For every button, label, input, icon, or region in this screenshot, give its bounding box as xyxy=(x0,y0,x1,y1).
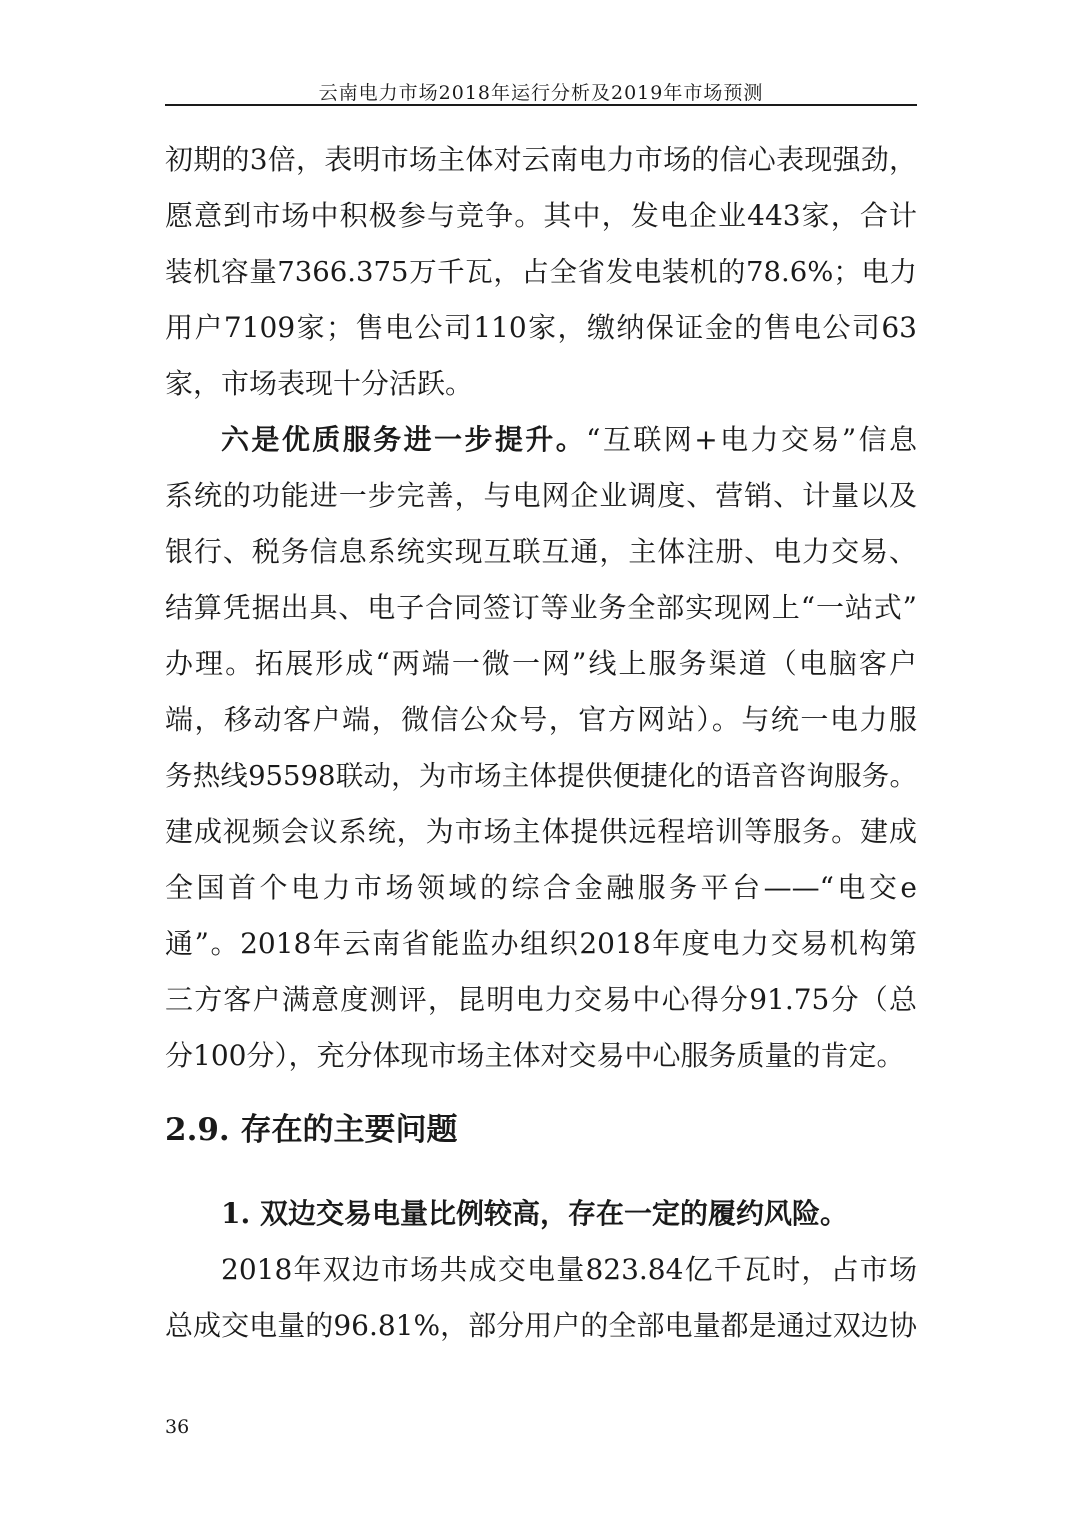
paragraph-1-line-1: 初期的3倍，表明市场主体对云南电力市场的信心表现强劲， xyxy=(165,143,917,176)
paragraph-2-line-7: 务热线95598联动，为市场主体提供便捷化的语音咨询服务。 xyxy=(165,760,917,792)
paragraph-2-line-12: 分100分），充分体现市场主体对交易中心服务质量的肯定。 xyxy=(165,1039,905,1072)
paragraph-1-line-2: 愿意到市场中积极参与竞争。其中，发电企业443家，合计 xyxy=(165,199,917,232)
paragraph-2-first-line-rest: “互联网+电力交易”信息 xyxy=(586,423,917,456)
paragraph-2-line-3: 银行、税务信息系统实现互联互通，主体注册、电力交易、 xyxy=(165,535,917,568)
paragraph-2-line-4: 结算凭据出具、电子合同签订等业务全部实现网上“一站式” xyxy=(165,591,917,624)
paragraph-2-line-9: 全国首个电力市场领域的综合金融服务平台——“电交e xyxy=(165,871,917,904)
paragraph-3-line-2: 总成交电量的96.81%，部分用户的全部电量都是通过双边协 xyxy=(165,1309,917,1342)
paragraph-1-line-4: 用户7109家；售电公司110家，缴纳保证金的售电公司63 xyxy=(165,311,917,344)
paragraph-2-line-6: 端，移动客户端，微信公众号，官方网站）。与统一电力服 xyxy=(165,703,917,736)
subsection-heading: 1. 双边交易电量比例较高，存在一定的履约风险。 xyxy=(221,1197,848,1230)
paragraph-3-line-1: 2018年双边市场共成交电量823.84亿千瓦时，占市场 xyxy=(221,1253,917,1286)
paragraph-2-line-5: 办理。拓展形成“两端一微一网”线上服务渠道（电脑客户 xyxy=(165,647,917,680)
paragraph-2-line-8: 建成视频会议系统，为市场主体提供远程培训等服务。建成 xyxy=(165,815,917,848)
paragraph-2-lead: 六是优质服务进一步提升。 xyxy=(221,423,587,456)
paragraph-2-line-11: 三方客户满意度测评，昆明电力交易中心得分91.75分（总 xyxy=(165,983,917,1016)
running-header: 云南电力市场2018年运行分析及2019年市场预测 xyxy=(318,82,764,104)
section-heading: 2.9. 存在的主要问题 xyxy=(165,1112,458,1148)
paragraph-2-line-2: 系统的功能进一步完善，与电网企业调度、营销、计量以及 xyxy=(165,479,917,512)
paragraph-1-line-5: 家，市场表现十分活跃。 xyxy=(165,367,474,400)
paragraph-2-line-1 xyxy=(221,420,917,460)
header-rule xyxy=(165,104,917,106)
paragraph-1-line-3: 装机容量7366.375万千瓦，占全省发电装机的78.6%；电力 xyxy=(165,256,917,288)
page-number: 36 xyxy=(165,1416,190,1438)
paragraph-2-line-10: 通”。2018年云南省能监办组织2018年度电力交易机构第 xyxy=(165,927,917,960)
